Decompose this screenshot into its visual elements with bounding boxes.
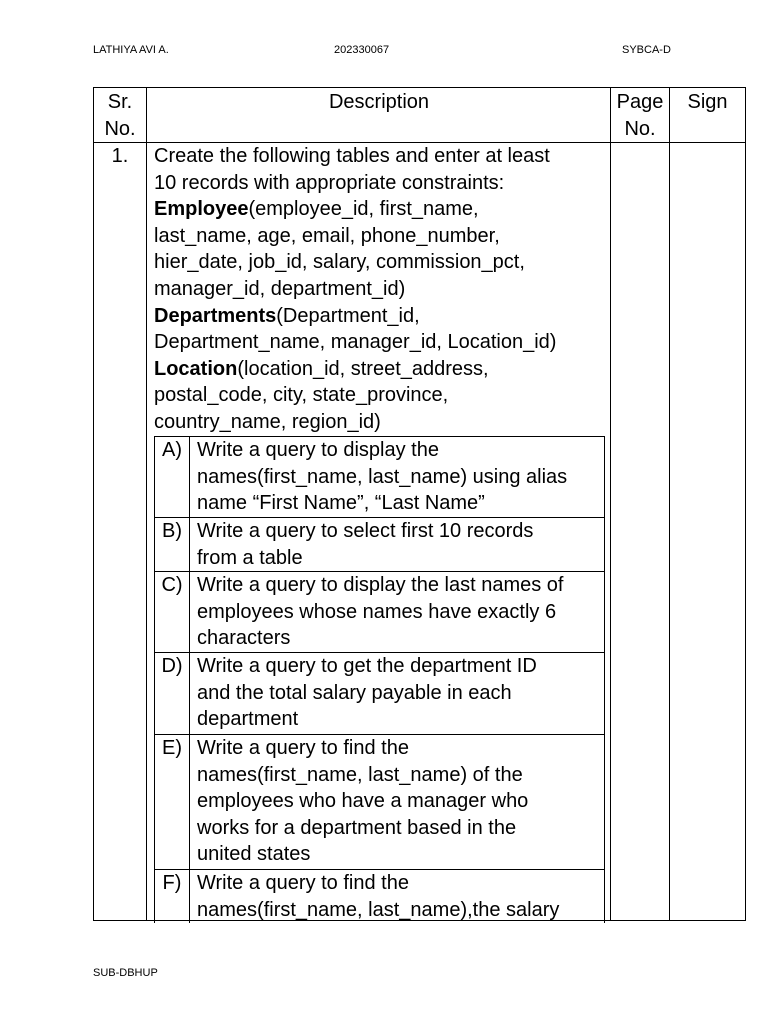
col-header-sign: Sign xyxy=(687,91,728,113)
col-header-page-no: Page No. xyxy=(616,91,664,140)
query-row-d: D) Write a query to get the department ID and the total salary payable in each department xyxy=(155,653,604,735)
col-header-description: Description xyxy=(328,91,430,113)
table-right-border xyxy=(745,87,746,921)
table-left-border xyxy=(93,87,94,921)
queries-subtable xyxy=(154,436,605,923)
query-row-c: C) Write a query to display the last names of employees whose names have exactly 6 characters xyxy=(155,572,604,653)
query-row-e: E) Write a query to find the names(first_name, last_name) of the employees who have a manager who works for a department based in the united states xyxy=(155,735,604,870)
col-header-sr: Sr. No. xyxy=(104,91,136,140)
class-label: SYBCA-D xyxy=(622,44,671,56)
departments-table-spec: Departments(Department_id, xyxy=(154,304,420,327)
row-serial-number: 1. xyxy=(111,145,129,167)
location-table-spec: Location(location_id, street_address, xyxy=(154,357,489,380)
col-divider-sr xyxy=(146,87,147,921)
employee-table-spec: Employee(employee_id, first_name, xyxy=(154,198,479,221)
table-top-border xyxy=(93,87,746,88)
subject-code: SUB-DBHUP xyxy=(93,967,158,979)
query-row-b: B) Write a query to select first 10 records from a table xyxy=(155,518,604,572)
roll-number: 202330067 xyxy=(334,44,390,56)
query-row-a: A) Write a query to display the names(first_name, last_name) using alias name “First Name”, “Last Name” xyxy=(155,437,604,518)
col-divider-page xyxy=(669,87,670,921)
query-row-f: F) Write a query to find the names(first_name, last_name),the salary xyxy=(155,870,604,923)
row-description: Create the following tables and enter at least 10 records with appropriate constraints: Employee(employee_id, first_name, last_name, age, email, phone_number, hier_date, job_id, salary, commission_pct, manager_id, department_id) Departments(Department_id, Department_name, manager_id, Location_id) Location(location_id, street_address, postal_code, city, state_province, country_name, region_id) xyxy=(154,145,557,433)
col-divider-desc xyxy=(610,87,611,921)
student-name: LATHIYA AVI A. xyxy=(93,44,169,56)
